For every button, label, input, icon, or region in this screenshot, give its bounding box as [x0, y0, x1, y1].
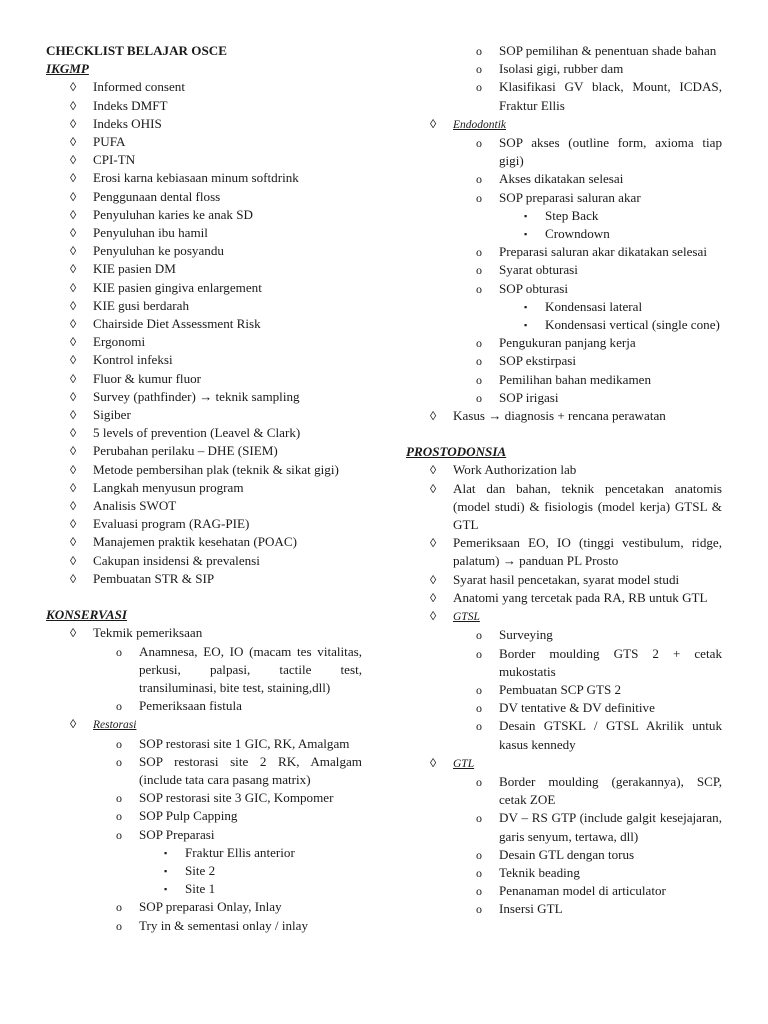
- item-text: SOP obturasi: [499, 280, 568, 296]
- item-text: Informed consent: [93, 79, 185, 95]
- item-text: Ergonomi: [93, 334, 146, 350]
- square-bullet-icon: ▪: [164, 847, 168, 858]
- diamond-bullet-icon: ◊: [430, 481, 437, 496]
- diamond-bullet-icon: ◊: [70, 153, 77, 168]
- checklist-item-kasus-diagnosis-rencana-perawatan: [406, 407, 722, 425]
- checklist-item-ergonomi: [46, 333, 362, 351]
- checklist-item-kie-gusi-berdarah: [46, 297, 362, 315]
- item-text: Crowndown: [545, 226, 610, 242]
- item-text: Chairside Diet Assessment Risk: [93, 316, 261, 332]
- circle-bullet-icon: o: [116, 644, 122, 659]
- circle-bullet-icon: o: [116, 827, 122, 842]
- diamond-bullet-icon: ◊: [70, 353, 77, 368]
- diamond-bullet-icon: ◊: [70, 626, 77, 641]
- circle-bullet-icon: o: [476, 628, 482, 643]
- diamond-bullet-icon: ◊: [430, 572, 437, 587]
- checklist-item-anamnesa-eo-io-macam-tes-vitalitas-perku: [46, 643, 362, 698]
- square-bullet-icon: ▪: [164, 884, 168, 895]
- item-text: Kontrol infeksi: [93, 352, 173, 368]
- checklist-item-tekmik-pemeriksaan: [46, 624, 362, 642]
- diamond-bullet-icon: ◊: [70, 262, 77, 277]
- circle-bullet-icon: o: [116, 900, 122, 915]
- square-bullet-icon: ▪: [524, 320, 528, 331]
- item-text: Pemeriksaan fistula: [139, 698, 242, 714]
- circle-bullet-icon: o: [116, 754, 122, 769]
- item-text: SOP Pulp Capping: [139, 808, 238, 824]
- item-text: GTSL: [453, 611, 480, 624]
- diamond-bullet-icon: ◊: [70, 371, 77, 386]
- checklist-item-sop-akses-outline-form-axioma-tiap-gigi: [406, 134, 722, 170]
- square-bullet-icon: ▪: [524, 210, 528, 221]
- checklist-item-analisis-swot: [46, 497, 362, 515]
- diamond-bullet-icon: ◊: [70, 517, 77, 532]
- diamond-bullet-icon: ◊: [70, 80, 77, 95]
- item-text: Border moulding (gerakannya), SCP, cetak ZOE: [499, 773, 722, 808]
- checklist-item-desain-gtl-dengan-torus: [406, 846, 722, 864]
- checklist-item-penyuluhan-karies-ke-anak-sd: [46, 206, 362, 224]
- item-text: Indeks OHIS: [93, 115, 162, 131]
- diamond-bullet-icon: ◊: [70, 335, 77, 350]
- item-text: KIE pasien DM: [93, 261, 176, 277]
- circle-bullet-icon: o: [476, 372, 482, 387]
- item-text: SOP akses (outline form, axioma tiap gigi): [499, 135, 722, 169]
- item-text: Fraktur Ellis anterior: [185, 844, 295, 860]
- item-text: Border moulding GTS 2 + cetak mukostatis: [499, 645, 722, 679]
- item-text: Pemilihan bahan medikamen: [499, 371, 651, 387]
- item-text: Kondensasi vertical (single cone): [545, 317, 720, 333]
- circle-bullet-icon: o: [476, 701, 482, 716]
- checklist-item-5-levels-of-prevention-leavel-clark: [46, 424, 362, 442]
- item-text: KIE gusi berdarah: [93, 297, 189, 313]
- checklist-item-manajemen-praktik-kesehatan-poac: [46, 533, 362, 551]
- item-text: Survey (pathfinder) → teknik sampling: [93, 388, 300, 404]
- circle-bullet-icon: o: [476, 263, 482, 278]
- diamond-bullet-icon: ◊: [70, 499, 77, 514]
- checklist-item-kondensasi-lateral: [406, 298, 722, 316]
- item-text: Penyuluhan karies ke anak SD: [93, 206, 253, 222]
- checklist-item-pemeriksaan-fistula: [46, 697, 362, 715]
- checklist-item-syarat-obturasi: [406, 261, 722, 279]
- circle-bullet-icon: o: [476, 172, 482, 187]
- item-text: Pemeriksaan EO, IO (tinggi vestibulum, ridge, palatum) → panduan PL Prosto: [453, 535, 722, 569]
- diamond-bullet-icon: ◊: [70, 462, 77, 477]
- left-list: [46, 60, 362, 935]
- square-bullet-icon: ▪: [524, 301, 528, 312]
- item-text: SOP Preparasi: [139, 826, 215, 842]
- diamond-bullet-icon: ◊: [70, 535, 77, 550]
- item-text: Pengukuran panjang kerja: [499, 335, 636, 351]
- item-text: Restorasi: [93, 719, 137, 732]
- checklist-item-informed-consent: [46, 78, 362, 96]
- checklist-item-pemilihan-bahan-medikamen: [406, 371, 722, 389]
- square-bullet-icon: ▪: [524, 229, 528, 240]
- checklist-item-sop-restorasi-site-2-rk-amalgam-include-: [46, 753, 362, 789]
- circle-bullet-icon: o: [476, 354, 482, 369]
- checklist-item-penyuluhan-ke-posyandu: [46, 242, 362, 260]
- item-text: Indeks DMFT: [93, 97, 168, 113]
- checklist-item-evaluasi-program-rag-pie: [46, 515, 362, 533]
- checklist-item-metode-pembersihan-plak-teknik-sikat-gig: [46, 461, 362, 479]
- subsection-gtl: [406, 754, 722, 773]
- checklist-item-sop-pemilihan-penentuan-shade-bahan: [406, 42, 722, 60]
- diamond-bullet-icon: ◊: [70, 189, 77, 204]
- diamond-bullet-icon: ◊: [430, 116, 437, 131]
- item-text: DV – RS GTP (include galgit kesejajaran, garis senyum, tertawa, dll): [499, 810, 722, 844]
- checklist-item-isolasi-gigi-rubber-dam: [406, 60, 722, 78]
- checklist-item-preparasi-saluran-akar-dikatakan-selesai: [406, 243, 722, 261]
- checklist-item-work-authorization-lab: [406, 461, 722, 479]
- item-text: Preparasi saluran akar dikatakan selesai: [499, 244, 707, 260]
- circle-bullet-icon: o: [476, 811, 482, 826]
- item-text: Langkah menyusun program: [93, 479, 244, 495]
- item-text: Manajemen praktik kesehatan (POAC): [93, 534, 297, 550]
- subsection-gtsl: [406, 607, 722, 626]
- checklist-item-site-1: [46, 880, 362, 898]
- diamond-bullet-icon: ◊: [430, 755, 437, 770]
- item-text: Sigiber: [93, 407, 131, 423]
- diamond-bullet-icon: ◊: [70, 116, 77, 131]
- checklist-item-site-2: [46, 862, 362, 880]
- item-text: Evaluasi program (RAG-PIE): [93, 516, 250, 532]
- diamond-bullet-icon: ◊: [70, 98, 77, 113]
- item-text: Teknik beading: [499, 864, 580, 880]
- item-text: Desain GTSKL / GTSL Akrilik untuk kasus kennedy: [499, 718, 722, 752]
- diamond-bullet-icon: ◊: [70, 717, 77, 732]
- diamond-bullet-icon: ◊: [70, 298, 77, 313]
- checklist-item-chairside-diet-assessment-risk: [46, 315, 362, 333]
- item-text: Kondensasi lateral: [545, 298, 643, 314]
- item-text: Analisis SWOT: [93, 498, 177, 514]
- checklist-item-indeks-dmft: [46, 97, 362, 115]
- subsection-endodontik: [406, 115, 722, 134]
- item-text: Perubahan perilaku – DHE (SIEM): [93, 443, 278, 459]
- checklist-item-penggunaan-dental-floss: [46, 188, 362, 206]
- circle-bullet-icon: o: [476, 281, 482, 296]
- diamond-bullet-icon: ◊: [70, 244, 77, 259]
- section-heading-prostodonsia: PROSTODONSIA: [406, 444, 507, 460]
- item-text: Desain GTL dengan torus: [499, 846, 635, 862]
- item-text: Site 2: [185, 862, 216, 878]
- section-heading-konservasi: KONSERVASI: [46, 607, 128, 623]
- circle-bullet-icon: o: [476, 190, 482, 205]
- checklist-item-perubahan-perilaku-dhe-siem: [46, 442, 362, 460]
- diamond-bullet-icon: ◊: [70, 280, 77, 295]
- checklist-item-cpi-tn: [46, 151, 362, 169]
- diamond-bullet-icon: ◊: [70, 171, 77, 186]
- item-text: Klasifikasi GV black, Mount, ICDAS, Fraktur Ellis: [499, 79, 722, 113]
- checklist-item-surveying: [406, 626, 722, 644]
- checklist-item-sop-preparasi: [46, 826, 362, 844]
- checklist-item-penyuluhan-ibu-hamil: [46, 224, 362, 242]
- checklist-item-sop-irigasi: [406, 389, 722, 407]
- diamond-bullet-icon: ◊: [70, 207, 77, 222]
- diamond-bullet-icon: ◊: [430, 463, 437, 478]
- checklist-item-anatomi-yang-tercetak-pada-ra-rb-untuk-g: [406, 589, 722, 607]
- item-text: Syarat hasil pencetakan, syarat model studi: [453, 571, 680, 587]
- checklist-item-sop-ekstirpasi: [406, 352, 722, 370]
- item-text: CPI-TN: [93, 152, 136, 168]
- left-column: [46, 42, 362, 935]
- checklist-item-indeks-ohis: [46, 115, 362, 133]
- item-text: Syarat obturasi: [499, 262, 578, 278]
- item-text: SOP preparasi saluran akar: [499, 189, 641, 205]
- checklist-item-sigiber: [46, 406, 362, 424]
- circle-bullet-icon: o: [116, 918, 122, 933]
- checklist-item-langkah-menyusun-program: [46, 479, 362, 497]
- diamond-bullet-icon: ◊: [70, 444, 77, 459]
- diamond-bullet-icon: ◊: [70, 408, 77, 423]
- item-text: SOP preparasi Onlay, Inlay: [139, 899, 282, 915]
- item-text: Metode pembersihan plak (teknik & sikat gigi): [93, 461, 339, 477]
- checklist-item-pengukuran-panjang-kerja: [406, 334, 722, 352]
- checklist-item-border-moulding-gerakannya-scp-cetak-zoe: [406, 773, 722, 809]
- circle-bullet-icon: o: [116, 699, 122, 714]
- checklist-item-klasifikasi-gv-black-mount-icdas-fraktur: [406, 78, 722, 114]
- checklist-item-sop-pulp-capping: [46, 807, 362, 825]
- checklist-item-erosi-karna-kebiasaan-minum-softdrink: [46, 169, 362, 187]
- circle-bullet-icon: o: [476, 902, 482, 917]
- checklist-item-pembuatan-scp-gts-2: [406, 681, 722, 699]
- item-text: Penyuluhan ibu hamil: [93, 225, 208, 241]
- circle-bullet-icon: o: [476, 44, 482, 58]
- checklist-item-sop-obturasi: [406, 280, 722, 298]
- item-text: Work Authorization lab: [453, 462, 577, 478]
- item-text: GTL: [453, 757, 475, 770]
- circle-bullet-icon: o: [476, 865, 482, 880]
- diamond-bullet-icon: ◊: [430, 609, 437, 624]
- diamond-bullet-icon: ◊: [70, 571, 77, 586]
- item-text: Fluor & kumur fluor: [93, 370, 202, 386]
- circle-bullet-icon: o: [476, 682, 482, 697]
- checklist-item-pufa: [46, 133, 362, 151]
- item-text: SOP restorasi site 1 GIC, RK, Amalgam: [139, 735, 350, 751]
- circle-bullet-icon: o: [116, 736, 122, 751]
- item-text: Cakupan insidensi & prevalensi: [93, 552, 260, 568]
- item-text: Alat dan bahan, teknik pencetakan anatomis (model studi) & fisiologis (model kerja) GTSL & GTL: [453, 480, 722, 533]
- checklist-item-pemeriksaan-eo-io-tinggi-vestibulum-ridg: [406, 534, 722, 570]
- item-text: Pembuatan SCP GTS 2: [499, 681, 622, 697]
- checklist-item-dv-tentative-dv-definitive: [406, 699, 722, 717]
- circle-bullet-icon: o: [476, 719, 482, 734]
- checklist-item-kie-pasien-gingiva-enlargement: [46, 279, 362, 297]
- circle-bullet-icon: o: [116, 791, 122, 806]
- checklist-item-akses-dikatakan-selesai: [406, 170, 722, 188]
- checklist-item-cakupan-insidensi-prevalensi: [46, 552, 362, 570]
- diamond-bullet-icon: ◊: [430, 536, 437, 551]
- checklist-item-sop-restorasi-site-3-gic-kompomer: [46, 789, 362, 807]
- checklist-item-kondensasi-vertical-single-cone: [406, 316, 722, 334]
- item-text: Penyuluhan ke posyandu: [93, 243, 224, 259]
- diamond-bullet-icon: ◊: [430, 590, 437, 605]
- checklist-item-alat-dan-bahan-teknik-pencetakan-anatomi: [406, 480, 722, 535]
- diamond-bullet-icon: ◊: [70, 226, 77, 241]
- circle-bullet-icon: o: [476, 774, 482, 789]
- item-text: SOP pemilihan & penentuan shade bahan: [499, 43, 717, 58]
- checklist-item-kontrol-infeksi: [46, 351, 362, 369]
- diamond-bullet-icon: ◊: [70, 389, 77, 404]
- right-list: [406, 42, 722, 919]
- section-spacer: [406, 425, 722, 443]
- item-text: Kasus → diagnosis + rencana perawatan: [453, 408, 666, 424]
- circle-bullet-icon: o: [476, 336, 482, 351]
- checklist-item-sop-preparasi-onlay-inlay: [46, 898, 362, 916]
- item-text: Erosi karna kebiasaan minum softdrink: [93, 170, 299, 186]
- checklist-item-sop-restorasi-site-1-gic-rk-amalgam: [46, 735, 362, 753]
- checklist-item-penanaman-model-di-articulator: [406, 882, 722, 900]
- item-text: Anamnesa, EO, IO (macam tes vitalitas, perkusi, palpasi, tactile test, transiluminasi, bite test, staining,dll): [139, 643, 362, 695]
- item-text: PUFA: [93, 134, 126, 150]
- circle-bullet-icon: o: [476, 245, 482, 260]
- item-text: 5 levels of prevention (Leavel & Clark): [93, 425, 301, 441]
- item-text: Endodontik: [453, 118, 507, 131]
- circle-bullet-icon: o: [476, 884, 482, 899]
- right-column: [406, 42, 722, 919]
- circle-bullet-icon: o: [476, 646, 482, 661]
- item-text: Try in & sementasi onlay / inlay: [139, 917, 308, 933]
- item-text: Site 1: [185, 881, 216, 897]
- item-text: Akses dikatakan selesai: [499, 171, 624, 187]
- item-text: SOP ekstirpasi: [499, 353, 576, 369]
- circle-bullet-icon: o: [476, 62, 482, 77]
- checklist-item-survey-pathfinder-teknik-sampling: [46, 388, 362, 406]
- checklist-item-border-moulding-gts-2-cetak-mukostatis: [406, 645, 722, 681]
- item-text: DV tentative & DV definitive: [499, 700, 655, 716]
- checklist-item-desain-gtskl-gtsl-akrilik-untuk-kasus-ke: [406, 717, 722, 753]
- square-bullet-icon: ▪: [164, 865, 168, 876]
- item-text: Penggunaan dental floss: [93, 188, 221, 204]
- checklist-item-fluor-kumur-fluor: [46, 370, 362, 388]
- item-text: Step Back: [545, 207, 599, 223]
- diamond-bullet-icon: ◊: [70, 426, 77, 441]
- section-spacer: [46, 588, 362, 606]
- diamond-bullet-icon: ◊: [70, 480, 77, 495]
- checklist-item-pembuatan-str-sip: [46, 570, 362, 588]
- checklist-item-syarat-hasil-pencetakan-syarat-model-stu: [406, 571, 722, 589]
- diamond-bullet-icon: ◊: [70, 553, 77, 568]
- subsection-restorasi: [46, 715, 362, 734]
- item-text: Anatomi yang tercetak pada RA, RB untuk GTL: [453, 589, 708, 605]
- circle-bullet-icon: o: [476, 80, 482, 95]
- diamond-bullet-icon: ◊: [70, 317, 77, 332]
- checklist-item-crowndown: [406, 225, 722, 243]
- checklist-item-try-in-sementasi-onlay-inlay: [46, 917, 362, 935]
- circle-bullet-icon: o: [476, 847, 482, 862]
- item-text: Penanaman model di articulator: [499, 883, 666, 899]
- diamond-bullet-icon: ◊: [70, 135, 77, 150]
- checklist-item-kie-pasien-dm: [46, 260, 362, 278]
- circle-bullet-icon: o: [116, 809, 122, 824]
- checklist-item-fraktur-ellis-anterior: [46, 844, 362, 862]
- item-text: Surveying: [499, 627, 553, 643]
- checklist-item-step-back: [406, 207, 722, 225]
- checklist-item-teknik-beading: [406, 864, 722, 882]
- item-text: Isolasi gigi, rubber dam: [499, 61, 624, 77]
- item-text: Insersi GTL: [499, 901, 563, 917]
- document-title: CHECKLIST BELAJAR OSCE: [46, 43, 227, 58]
- item-text: Tekmik pemeriksaan: [93, 625, 203, 641]
- circle-bullet-icon: o: [476, 136, 482, 151]
- diamond-bullet-icon: ◊: [430, 409, 437, 424]
- circle-bullet-icon: o: [476, 390, 482, 405]
- item-text: Pembuatan STR & SIP: [93, 570, 215, 586]
- item-text: KIE pasien gingiva enlargement: [93, 279, 262, 295]
- item-text: SOP restorasi site 3 GIC, Kompomer: [139, 790, 334, 806]
- item-text: SOP irigasi: [499, 389, 559, 405]
- checklist-item-insersi-gtl: [406, 900, 722, 918]
- checklist-item-sop-preparasi-saluran-akar: [406, 189, 722, 207]
- checklist-item-dv-rs-gtp-include-galgit-kesejajaran-gar: [406, 809, 722, 845]
- item-text: SOP restorasi site 2 RK, Amalgam (include tata cara pasang matrix): [139, 753, 362, 787]
- section-heading-ikgmp: IKGMP: [46, 61, 89, 77]
